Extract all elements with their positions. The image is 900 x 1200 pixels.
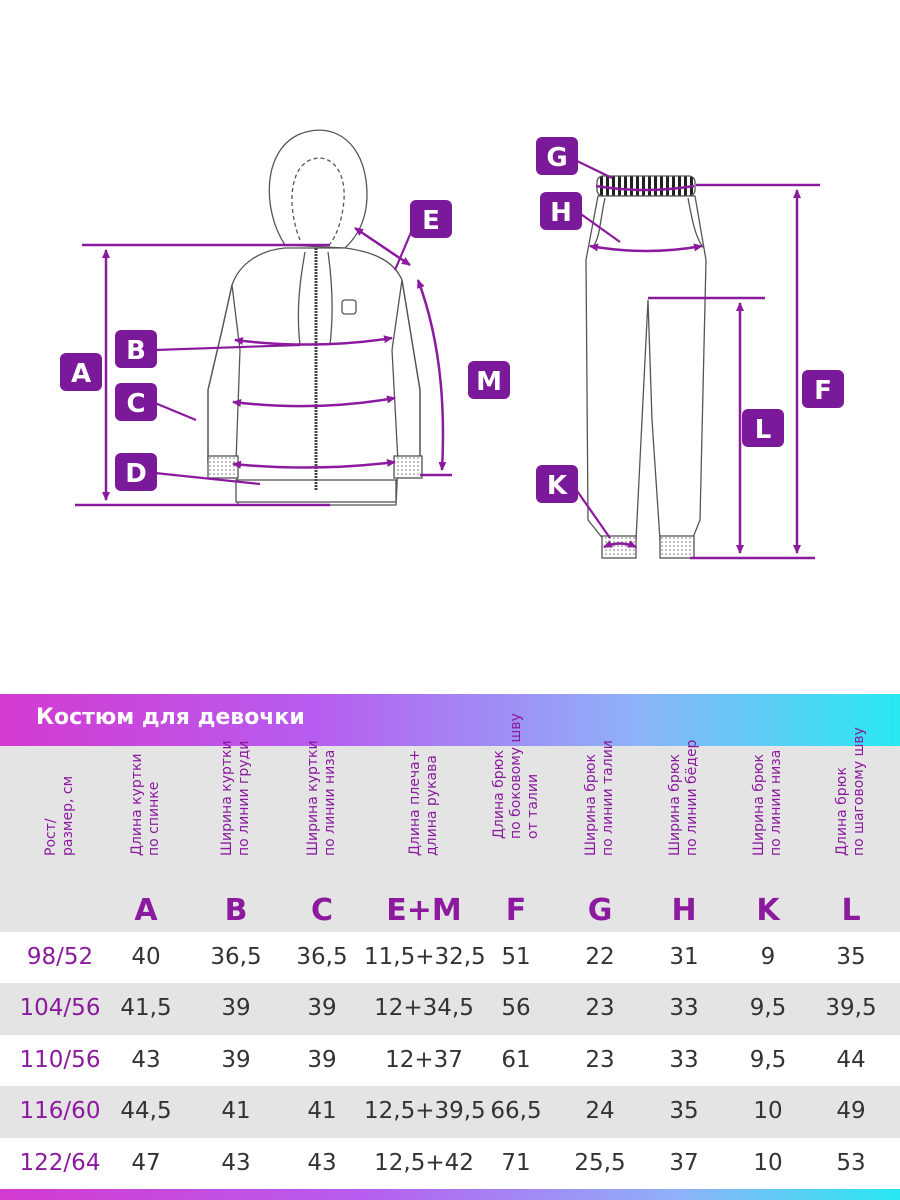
measurement-cell: 11,5+32,5 <box>364 944 486 970</box>
measurement-cell: 51 <box>501 944 531 970</box>
measurement-cell: 33 <box>669 995 699 1022</box>
measurement-cell: 23 <box>585 995 615 1022</box>
measurement-cell: 24 <box>585 1098 615 1125</box>
label-M <box>468 361 510 399</box>
label-K <box>536 465 578 503</box>
column-description <box>491 713 542 839</box>
measurement-cell: 41 <box>221 1098 251 1125</box>
measurement-cell: 10 <box>753 1149 783 1176</box>
column-description-line: Ширина брюк <box>667 754 683 856</box>
right-cuff <box>394 456 422 478</box>
chest-patch <box>342 300 356 314</box>
column-description <box>219 740 253 856</box>
measurement-cell: 66,5 <box>490 1098 542 1125</box>
table-row <box>0 1086 900 1137</box>
measurement-cell: 49 <box>836 1098 866 1125</box>
title-banner <box>0 694 900 746</box>
column-header <box>644 739 724 932</box>
column-description <box>43 776 77 856</box>
label-G <box>536 137 578 175</box>
column-letter: G <box>587 893 613 928</box>
column-description-line: по линии бёдер <box>684 739 700 856</box>
left-cuff <box>208 456 238 478</box>
measurement-cell: 9,5 <box>749 1046 787 1073</box>
measurement-cell: 12,5+39,5 <box>364 1098 486 1125</box>
column-description <box>407 750 441 856</box>
column-description <box>583 740 617 856</box>
svg-text:C: C <box>126 389 146 419</box>
column-header <box>10 746 110 932</box>
label-L <box>742 409 784 447</box>
column-description-line: Длина брюк <box>834 767 850 856</box>
column-description-line: длина рукава <box>424 755 440 856</box>
label-C <box>115 383 157 421</box>
measurement-cell: 10 <box>753 1098 783 1125</box>
measurement-cell: 71 <box>501 1149 531 1176</box>
column-description-line: по линии низа <box>768 749 784 856</box>
size-cell: 110/56 <box>19 1046 101 1073</box>
measurement-cell: 31 <box>669 944 699 970</box>
banner-title: Костюм для девочки <box>36 705 305 730</box>
column-letter: A <box>134 893 158 928</box>
svg-text:B: B <box>126 336 146 366</box>
measurement-cell: 25,5 <box>574 1149 626 1176</box>
column-description-line: по линии низа <box>322 749 338 856</box>
column-header <box>728 746 808 932</box>
column-header <box>106 746 186 932</box>
table-row <box>0 1138 900 1189</box>
column-header <box>364 746 484 932</box>
measurement-cell: 9 <box>760 944 776 970</box>
measurement-cell: 43 <box>221 1149 251 1176</box>
table-row <box>0 983 900 1034</box>
waistband <box>597 176 695 196</box>
column-letter: B <box>224 893 248 928</box>
size-cell: 98/52 <box>26 944 94 970</box>
measurement-cell: 39,5 <box>825 995 877 1022</box>
measurement-cell: 40 <box>131 944 161 970</box>
svg-text:K: K <box>546 471 568 501</box>
measurement-cell: 43 <box>131 1046 161 1073</box>
column-description <box>667 740 701 856</box>
measurement-cell: 39 <box>307 995 337 1022</box>
svg-text:F: F <box>814 376 832 406</box>
measurement-cell: 12+34,5 <box>374 995 474 1022</box>
column-description-line: размер, см <box>60 775 76 856</box>
column-description-line: Длина плеча+ <box>407 749 423 856</box>
measurement-cell: 41 <box>307 1098 337 1125</box>
column-description-line: Рост/ <box>43 818 59 856</box>
column-description-line: Длина куртки <box>129 753 145 856</box>
column-letter: H <box>671 893 697 928</box>
column-letter: C <box>310 893 334 928</box>
column-description-line: Длина брюк <box>490 750 507 839</box>
measurement-cell: 43 <box>307 1149 337 1176</box>
jacket-hood <box>269 130 367 248</box>
table-row <box>0 932 900 983</box>
column-letter: K <box>756 893 780 928</box>
measurement-cell: 23 <box>585 1046 615 1073</box>
measurement-cell: 47 <box>131 1149 161 1176</box>
size-cell: 104/56 <box>19 995 101 1022</box>
svg-text:E: E <box>422 206 440 236</box>
label-B <box>115 330 157 368</box>
svg-text:G: G <box>546 143 568 173</box>
size-table-body <box>0 932 900 1189</box>
column-letter: F <box>505 893 527 928</box>
column-description-line: по спинке <box>146 781 162 856</box>
measurement-cell: 39 <box>307 1046 337 1073</box>
measurement-cell: 35 <box>836 944 866 970</box>
measurement-cell: 35 <box>669 1098 699 1125</box>
measurement-cell: 33 <box>669 1046 699 1073</box>
label-E <box>410 200 452 238</box>
column-description-line: Ширина куртки <box>305 740 321 856</box>
right-ankle-cuff <box>660 536 694 558</box>
measurement-cell: 41,5 <box>120 995 172 1022</box>
size-cell: 116/60 <box>19 1098 101 1125</box>
measurement-cell: 12+37 <box>385 1046 463 1073</box>
measurement-cell: 36,5 <box>296 944 348 970</box>
label-H <box>540 192 582 230</box>
svg-text:M: M <box>476 367 502 397</box>
column-header <box>196 740 276 932</box>
column-description-line: по шаговому шву <box>851 727 867 856</box>
svg-text:A: A <box>70 359 92 389</box>
measurement-cell: 39 <box>221 995 251 1022</box>
column-description-line: по боковому шву <box>507 713 524 839</box>
measurement-cell: 44,5 <box>120 1098 172 1125</box>
svg-text:H: H <box>550 198 572 228</box>
column-header <box>476 713 556 932</box>
pants-drawing <box>586 176 706 558</box>
table-row <box>0 1035 900 1086</box>
measurement-cell: 22 <box>585 944 615 970</box>
measurement-cell: 44 <box>836 1046 866 1073</box>
measurement-cell: 56 <box>501 995 531 1022</box>
size-cell: 122/64 <box>19 1149 101 1176</box>
measurement-cell: 61 <box>501 1046 531 1073</box>
label-A <box>60 353 102 391</box>
measurement-cell: 53 <box>836 1149 866 1176</box>
column-description <box>129 753 163 856</box>
column-description-line: по линии груди <box>236 740 252 856</box>
column-header <box>560 740 640 932</box>
svg-text:D: D <box>125 459 147 489</box>
label-F <box>802 370 844 408</box>
label-D <box>115 453 157 491</box>
measurement-cell: 39 <box>221 1046 251 1073</box>
column-description-line: Ширина брюк <box>583 754 599 856</box>
measurement-cell: 36,5 <box>210 944 262 970</box>
measurement-cell: 37 <box>669 1149 699 1176</box>
column-letter: E+M <box>386 893 462 928</box>
column-description-line: от талии <box>524 773 541 839</box>
column-description-line: Ширина брюк <box>751 754 767 856</box>
measurement-cell: 12,5+42 <box>374 1149 474 1176</box>
column-description <box>751 750 785 856</box>
measurement-cell: 9,5 <box>749 995 787 1022</box>
bottom-gradient-bar <box>0 1189 900 1200</box>
column-header <box>282 740 362 932</box>
column-letter: L <box>841 893 861 928</box>
column-header <box>806 727 896 932</box>
measurement-lines <box>75 185 820 558</box>
jacket-drawing <box>208 130 422 505</box>
column-description-line: Ширина куртки <box>219 740 235 856</box>
column-description-line: по линии талии <box>600 740 616 856</box>
column-description <box>305 740 339 856</box>
column-description <box>834 727 868 856</box>
svg-text:L: L <box>754 415 772 445</box>
